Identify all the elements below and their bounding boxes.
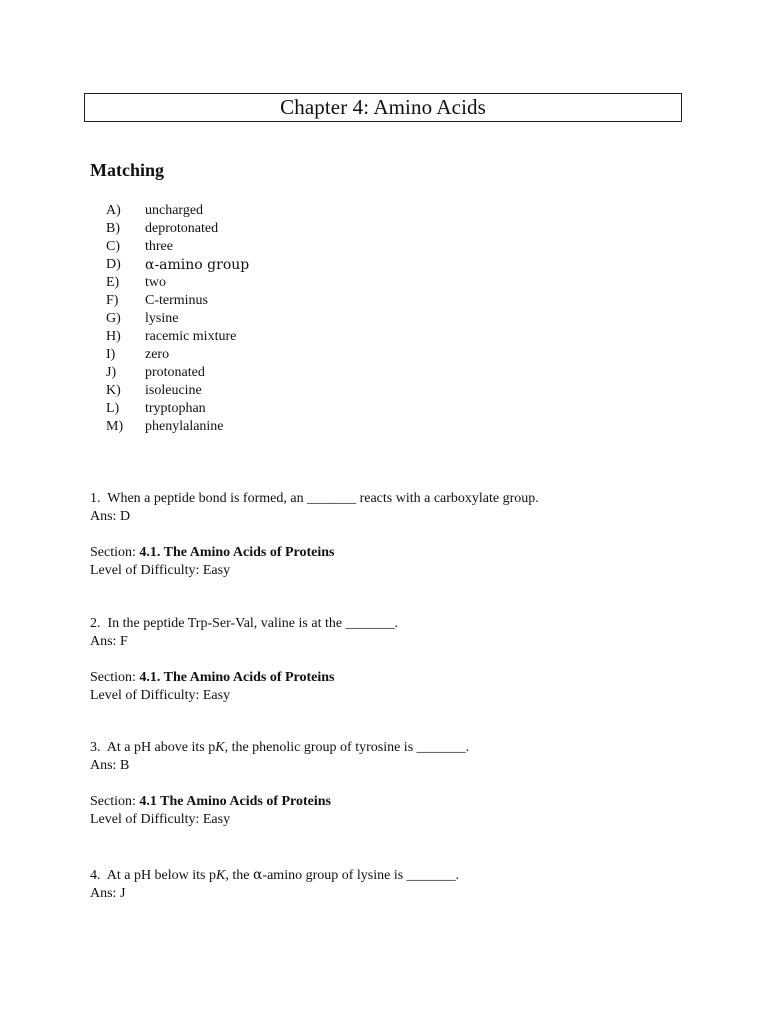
chapter-title-box [84, 93, 682, 122]
option-item: D) α-amino group [106, 257, 250, 273]
section-line: Section: 4.1. The Amino Acids of Proteins [90, 670, 335, 685]
option-item: I) zero [106, 347, 170, 362]
answer-options-list [106, 202, 249, 436]
option-item: B) deprotonated [106, 221, 219, 236]
question-1 [90, 490, 539, 580]
difficulty-line: Level of Difficulty: Easy [90, 688, 231, 703]
chapter-title: Chapter 4: Amino Acids [280, 95, 486, 119]
answer: Ans: B [90, 758, 130, 773]
question-2 [90, 615, 398, 705]
section-line: Section: 4.1 The Amino Acids of Proteins [90, 794, 332, 809]
section-name: 4.1 The Amino Acids of Proteins [139, 794, 332, 809]
option-item: M) phenylalanine [106, 419, 224, 434]
section-name: 4.1. The Amino Acids of Proteins [139, 545, 335, 560]
section-line: Section: 4.1. The Amino Acids of Proteins [90, 545, 335, 560]
answer: Ans: F [90, 634, 128, 649]
option-item: G) lysine [106, 311, 179, 326]
section-name: 4.1. The Amino Acids of Proteins [139, 670, 335, 685]
question-text: 1. When a peptide bond is formed, an _______ reacts with a carboxylate group. [90, 491, 539, 506]
matching-heading: Matching [90, 160, 164, 180]
option-item: H) racemic mixture [106, 329, 237, 344]
option-item: J) protonated [106, 365, 205, 380]
option-item: K) isoleucine [106, 383, 202, 398]
question-text: 2. In the peptide Trp-Ser-Val, valine is at the _______. [90, 616, 399, 631]
option-item: L) tryptophan [106, 401, 206, 416]
question-4 [90, 866, 459, 921]
question-text: 4. At a pH below its pK, the α-amino group of lysine is _______. [90, 867, 460, 883]
option-item: E) two [106, 275, 166, 290]
question-text: 3. At a pH above its pK, the phenolic group of tyrosine is _______. [90, 740, 470, 755]
option-item: F) C-terminus [106, 293, 208, 308]
option-item: A) uncharged [106, 203, 204, 218]
answer: Ans: D [90, 509, 131, 524]
question-3 [90, 739, 469, 829]
option-item: C) three [106, 239, 173, 254]
answer: Ans: J [90, 886, 126, 901]
difficulty-line: Level of Difficulty: Easy [90, 812, 231, 827]
difficulty-line: Level of Difficulty: Easy [90, 563, 231, 578]
